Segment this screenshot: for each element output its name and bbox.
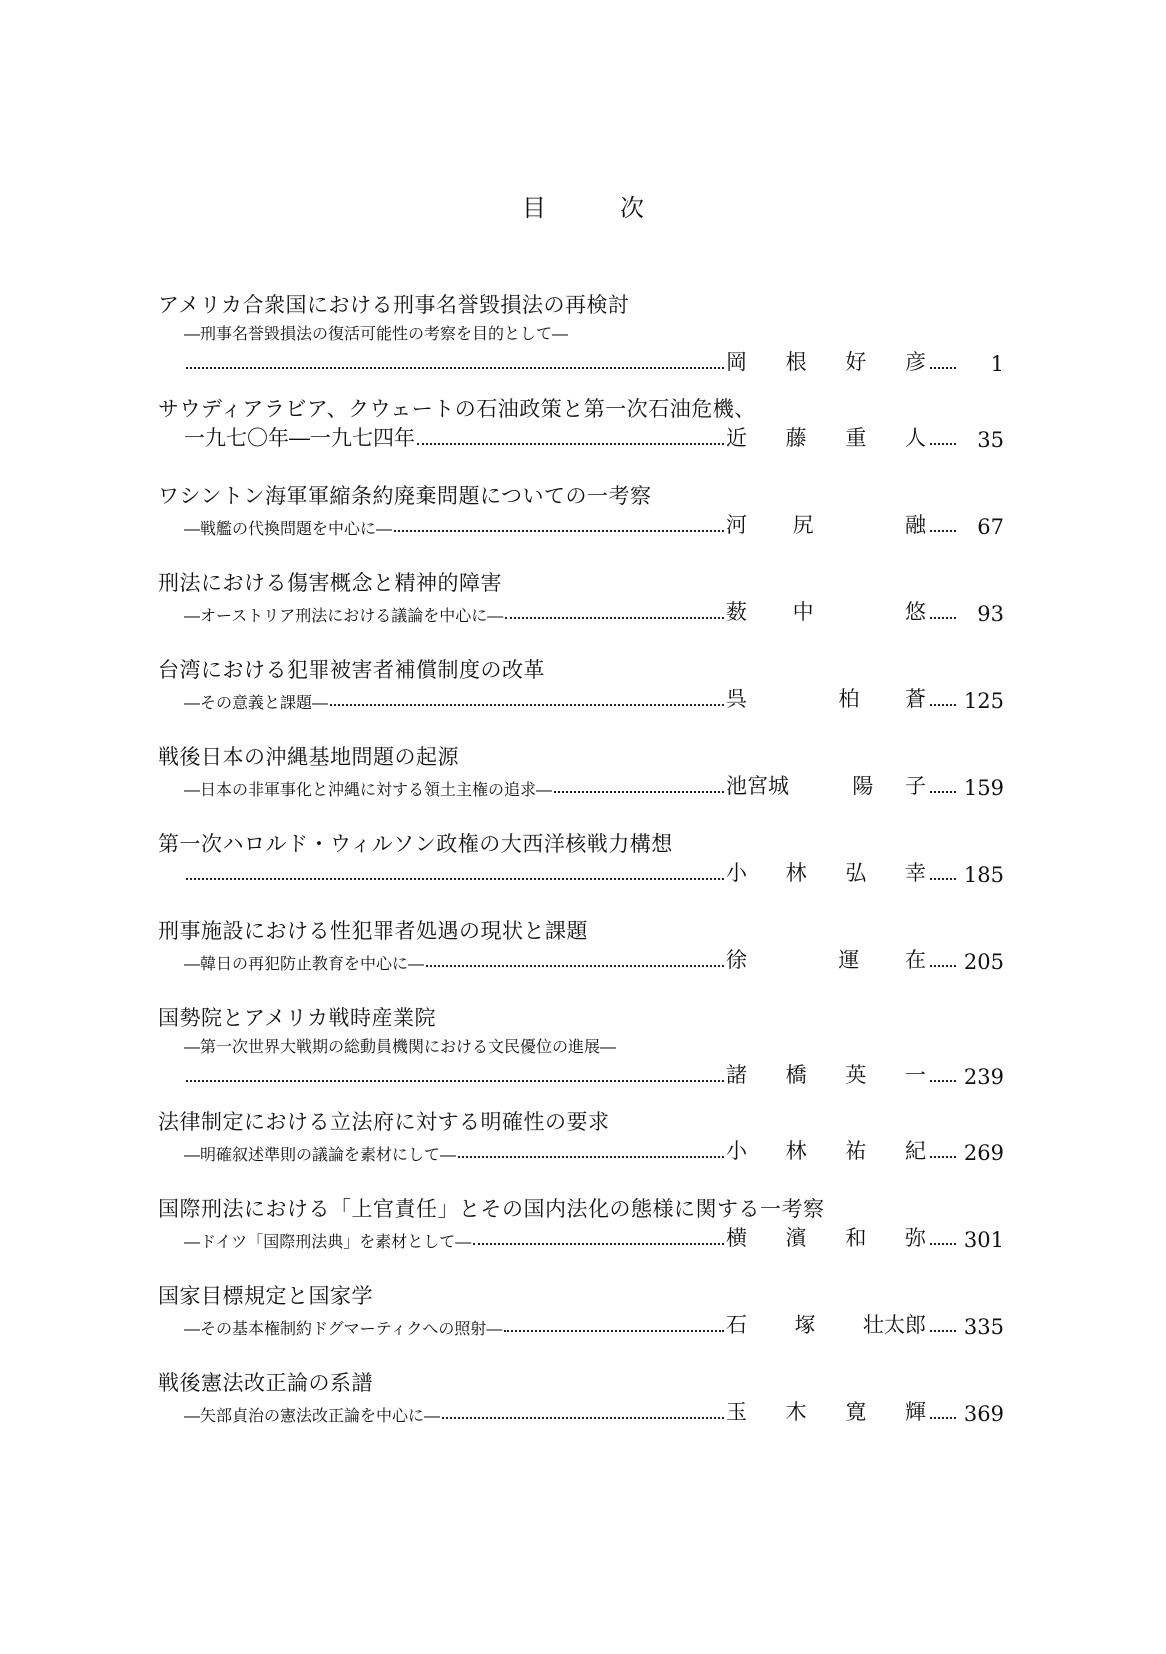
table-of-contents	[158, 290, 1004, 1455]
entry-title: アメリカ合衆国における刑事名誉毀損法の再検討	[158, 293, 630, 317]
dot-leader	[426, 965, 724, 967]
entry-page-number: 269	[963, 1141, 1004, 1165]
entry-page-number: 369	[963, 1402, 1004, 1426]
toc-entry[interactable]	[158, 481, 1004, 568]
dot-leader	[930, 1080, 956, 1082]
entry-subtitle: ―その基本権制約ドグマーティクへの照射―	[184, 1319, 503, 1338]
dot-leader	[186, 878, 724, 880]
entry-subtitle: ―明確叙述準則の議論を素材にして―	[184, 1145, 457, 1164]
page-title-right: 次	[620, 194, 644, 222]
dot-leader	[930, 1330, 956, 1332]
dot-leader	[930, 704, 956, 706]
entry-title: 国家目標規定と国家学	[158, 1284, 373, 1308]
entry-author: 小 林 祐 紀	[726, 1139, 926, 1163]
toc-entry[interactable]	[158, 394, 1004, 481]
toc-entry[interactable]	[158, 1194, 1004, 1281]
entry-page-number: 301	[963, 1228, 1004, 1252]
entry-author: 河 尻 融	[726, 513, 926, 537]
entry-author: 諸 橋 英 一	[726, 1063, 926, 1087]
entry-title: 国勢院とアメリカ戦時産業院	[158, 1006, 437, 1030]
dot-leader	[504, 1330, 724, 1332]
entry-page-number: 93	[977, 602, 1004, 626]
dot-leader	[417, 443, 724, 445]
dot-leader	[930, 965, 956, 967]
dot-leader	[554, 791, 724, 793]
entry-title: サウディアラビア、クウェートの石油政策と第一次石油危機、	[158, 397, 756, 421]
toc-entry[interactable]	[158, 290, 1004, 394]
toc-entry[interactable]	[158, 568, 1004, 655]
entry-author: 池宮城 陽 子	[726, 774, 926, 798]
entry-title: 戦後憲法改正論の系譜	[158, 1371, 373, 1395]
entry-title: 台湾における犯罪被害者補償制度の改革	[158, 658, 545, 682]
entry-author: 呉 柏 蒼	[726, 687, 926, 711]
entry-page-number: 125	[963, 689, 1004, 713]
entry-subtitle: ―刑事名誉毀損法の復活可能性の考察を目的として―	[184, 324, 569, 343]
toc-entry[interactable]	[158, 829, 1004, 916]
dot-leader	[930, 878, 956, 880]
toc-entry[interactable]	[158, 1003, 1004, 1107]
dot-leader	[930, 617, 956, 619]
entry-subtitle: ―ドイツ「国際刑法典」を素材として―	[184, 1232, 472, 1251]
dot-leader	[930, 1417, 956, 1419]
entry-page-number: 35	[977, 428, 1004, 452]
toc-entry[interactable]	[158, 1368, 1004, 1455]
entry-page-number: 185	[963, 863, 1004, 887]
dot-leader	[186, 367, 724, 369]
entry-page-number: 205	[963, 950, 1004, 974]
dot-leader	[458, 1156, 724, 1158]
entry-author: 近 藤 重 人	[726, 426, 926, 450]
entry-subtitle: ―矢部貞治の憲法改正論を中心に―	[184, 1406, 441, 1425]
toc-entry[interactable]	[158, 742, 1004, 829]
entry-page-number: 335	[963, 1315, 1004, 1339]
entry-title: ワシントン海軍軍縮条約廃棄問題についての一考察	[158, 484, 652, 508]
entry-subtitle: ―韓日の再犯防止教育を中心に―	[184, 954, 425, 973]
entry-subtitle: ―オーストリア刑法における議論を中心に―	[184, 606, 504, 625]
entry-title: 国際刑法における「上官責任」とその国内法化の態様に関する一考察	[158, 1197, 825, 1221]
entry-title: 戦後日本の沖縄基地問題の起源	[158, 745, 459, 769]
entry-author: 小 林 弘 幸	[726, 861, 926, 885]
entry-author: 横 濱 和 弥	[726, 1226, 926, 1250]
dot-leader	[186, 1080, 724, 1082]
entry-page-number: 1	[990, 352, 1004, 376]
entry-subtitle: ―その意義と課題―	[184, 693, 329, 712]
page-title-left: 目	[522, 194, 546, 222]
entry-author: 玉 木 寛 輝	[726, 1400, 926, 1424]
page-title	[0, 188, 1166, 223]
dot-leader	[505, 617, 724, 619]
dot-leader	[930, 1156, 956, 1158]
entry-subtitle: 一九七〇年―一九七四年	[184, 426, 415, 450]
toc-entry[interactable]	[158, 1281, 1004, 1368]
entry-page-number: 159	[963, 776, 1004, 800]
toc-entry[interactable]	[158, 916, 1004, 1003]
entry-title: 刑法における傷害概念と精神的障害	[158, 571, 502, 595]
entry-author: 岡 根 好 彦	[726, 350, 926, 374]
dot-leader	[930, 791, 956, 793]
entry-title: 法律制定における立法府に対する明確性の要求	[158, 1110, 610, 1134]
entry-author: 徐 運 在	[726, 948, 926, 972]
entry-subtitle: ―第一次世界大戦期の総動員機関における文民優位の進展―	[184, 1037, 617, 1056]
entry-title: 第一次ハロルド・ウィルソン政権の大西洋核戦力構想	[158, 832, 673, 856]
entry-page-number: 239	[963, 1065, 1004, 1089]
entry-subtitle: ―戦艦の代換問題を中心に―	[184, 519, 393, 538]
dot-leader	[930, 367, 956, 369]
entry-subtitle: ―日本の非軍事化と沖縄に対する領土主権の追求―	[184, 780, 553, 799]
dot-leader	[330, 704, 724, 706]
dot-leader	[394, 530, 724, 532]
dot-leader	[442, 1417, 724, 1419]
dot-leader	[930, 530, 956, 532]
toc-entry[interactable]	[158, 655, 1004, 742]
toc-entry[interactable]	[158, 1107, 1004, 1194]
entry-page-number: 67	[977, 515, 1004, 539]
dot-leader	[930, 1243, 956, 1245]
dot-leader	[473, 1243, 724, 1245]
dot-leader	[930, 443, 956, 445]
entry-author: 石 塚 壮太郎	[726, 1313, 926, 1337]
entry-title: 刑事施設における性犯罪者処遇の現状と課題	[158, 919, 588, 943]
entry-author: 薮 中 悠	[726, 600, 926, 624]
